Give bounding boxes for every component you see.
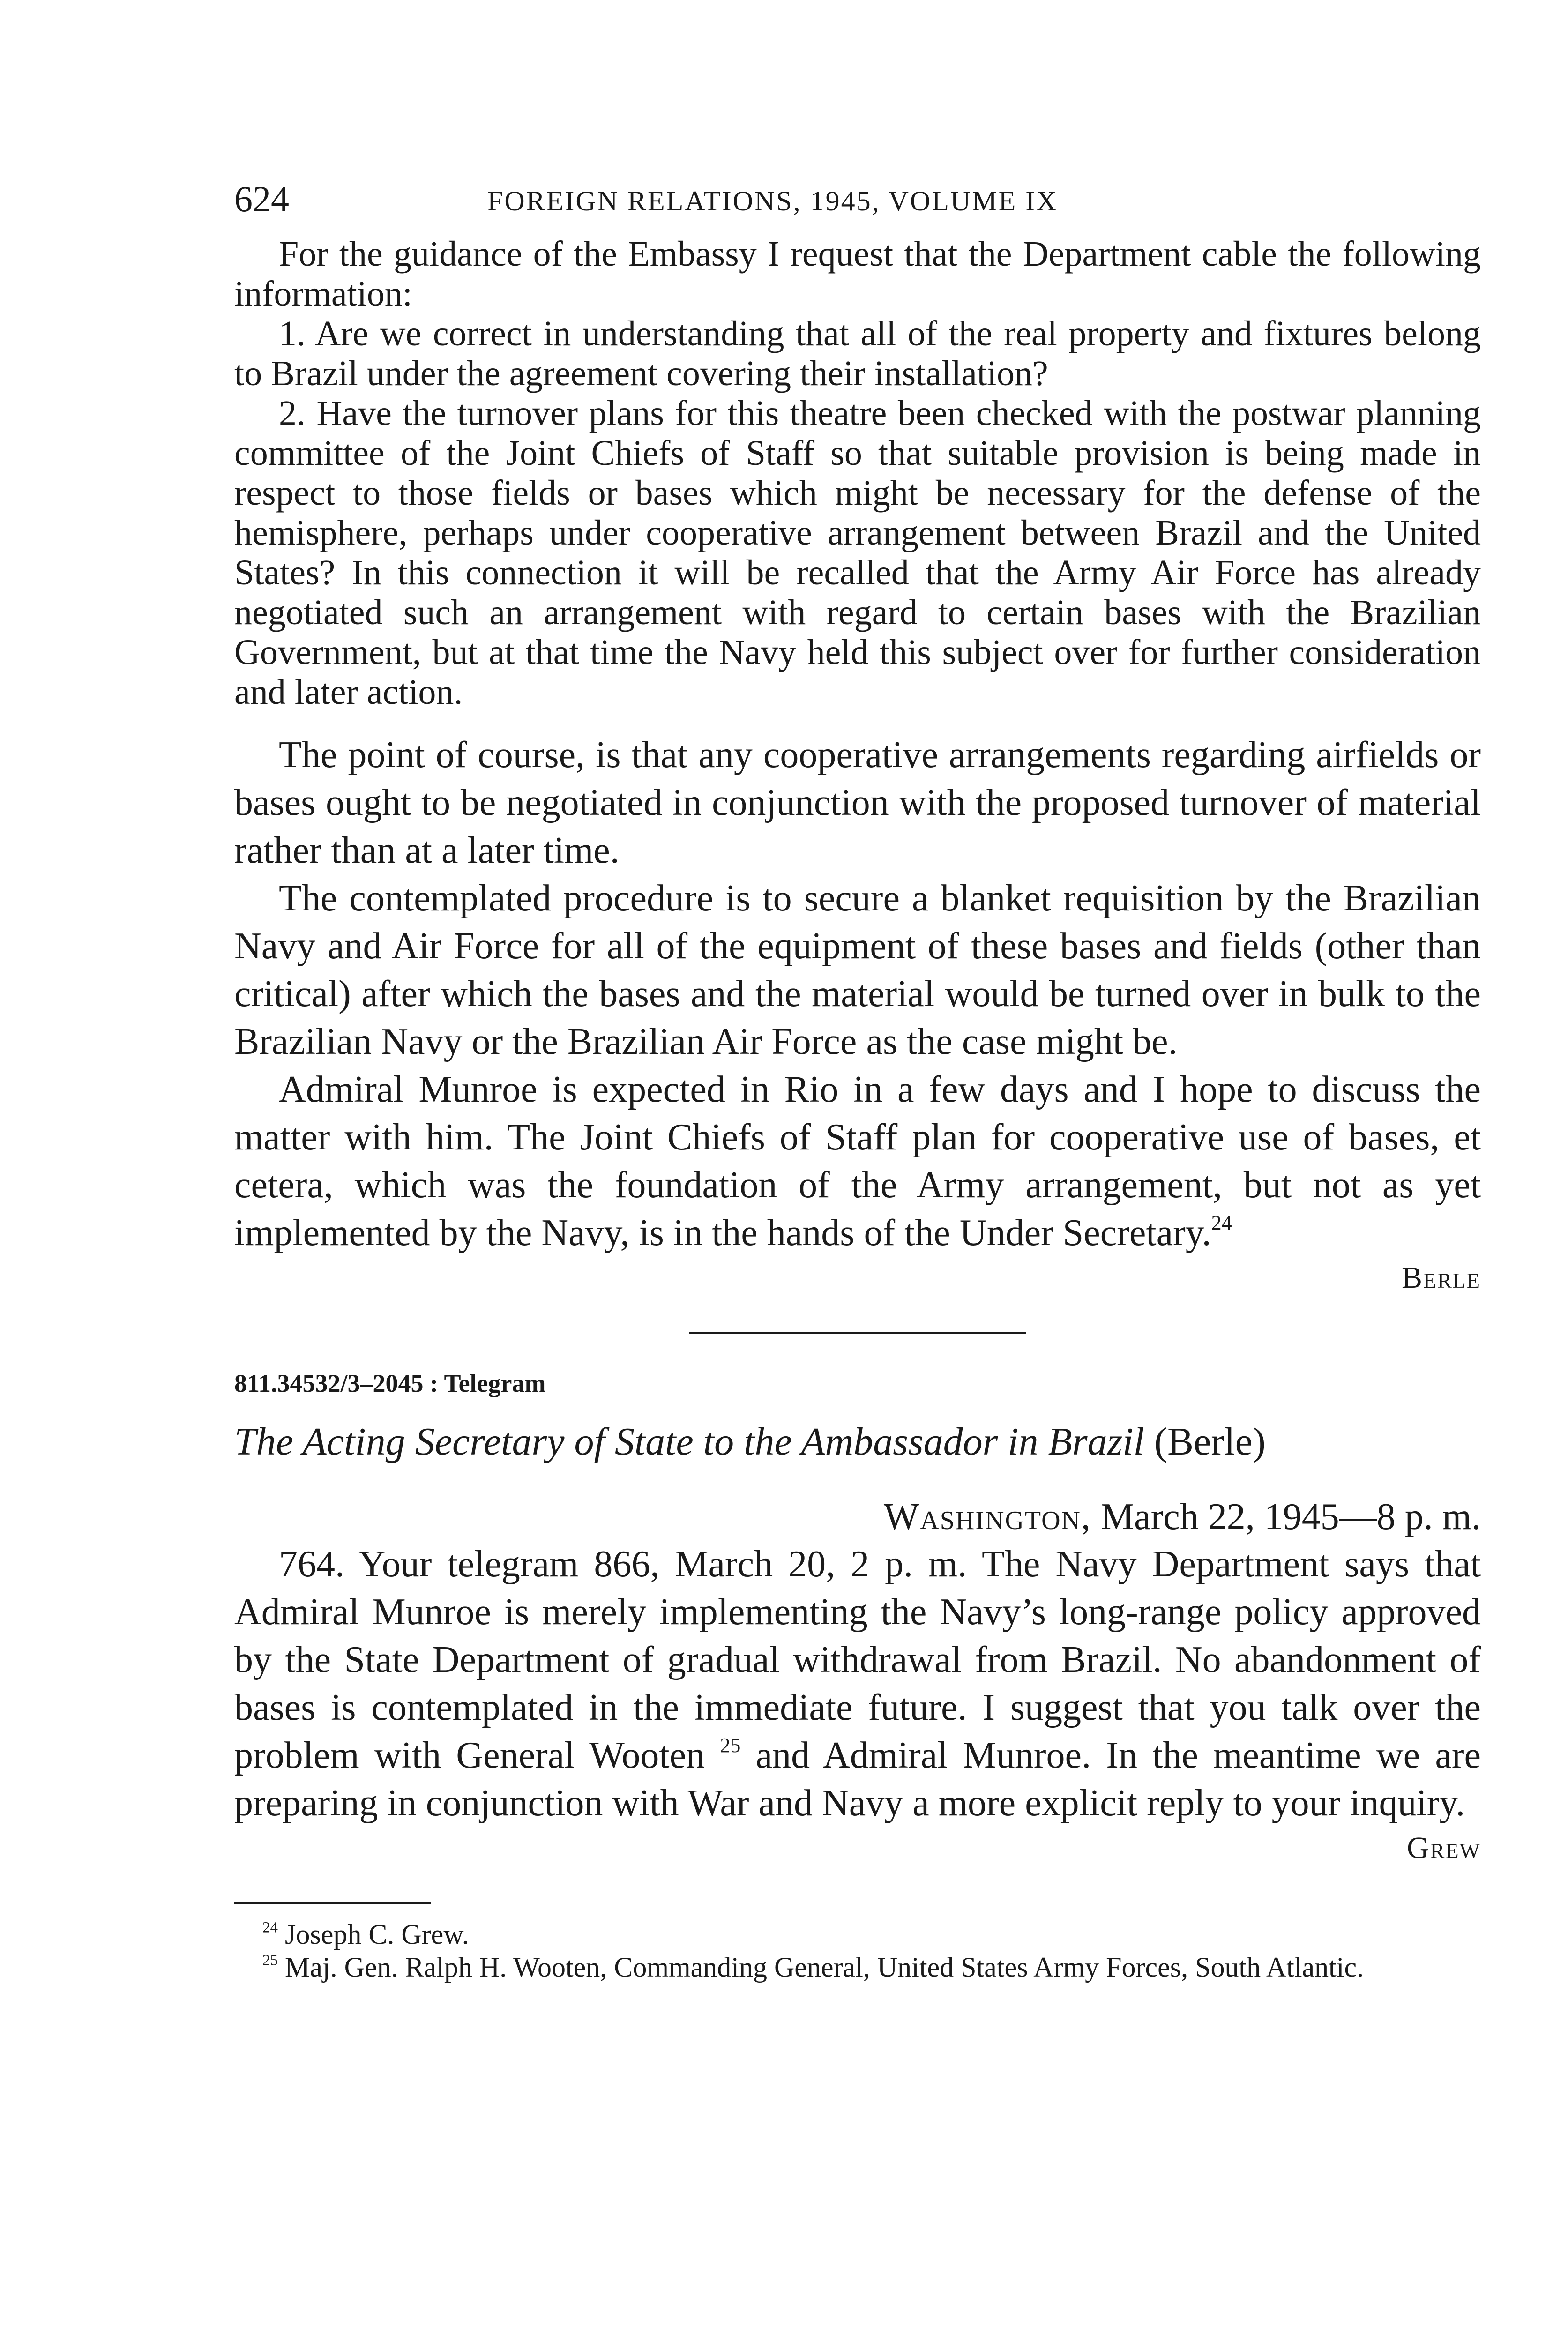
telegram-body <box>234 1540 1481 1827</box>
running-title: FOREIGN RELATIONS, 1945, VOLUME IX <box>487 186 1058 216</box>
footnote-ref: 25 <box>720 1734 741 1757</box>
document-title-recipient <box>1154 1420 1266 1463</box>
dateline-date: March 22, 1945—8 p. m. <box>1100 1496 1481 1537</box>
signature-berle: Berle <box>1402 1261 1481 1295</box>
footnote-text: Joseph C. Grew. <box>285 1919 469 1950</box>
paragraph-text: Admiral Munroe is expected in Rio in a few days and I hope to discuss the matter with him. The Joint Chiefs of Staff plan for cooperative use of bases, et cetera, which was the foundation of the Army arrangement, but not as yet implemented by the Navy, is in the hands of the Under Secretary. <box>234 1069 1481 1254</box>
footnote-text: Maj. Gen. Ralph H. Wooten, Commanding General, United States Army Forces, South Atlantic. <box>285 1952 1364 1983</box>
paragraph: The point of course, is that any cooperative arrangements regarding airfields or bases ought to be negotiated in conjunction with the proposed turnover of material rather than at a later time. <box>234 734 1481 871</box>
paragraph: The contemplated procedure is to secure a blanket requisition by the Brazilian Navy and Air Force for all of the equipment of these bases and fields (other than critical) after which the bases and the material would be turned over in bulk to the Brazilian Navy or the Brazilian Air Force as the case might be. <box>234 878 1481 1062</box>
signature-grew: Grew <box>1407 1831 1481 1865</box>
file-reference: 811.34532/3–2045 : Telegram <box>234 1369 546 1397</box>
footnote <box>234 1951 1481 1984</box>
main-text-block <box>234 731 1481 1257</box>
paragraph: 2. Have the turnover plans for this theatre been checked with the postwar planning committee of the Joint Chiefs of Staff so that suitable provision is being made in respect to those fields or bases which might be necessary for the defense of the hemisphere, perhaps under cooperative arrangement between Brazil and the United States? In this connection it will be recalled that the Army Air Force has already negotiated such an arrangement with regard to certain bases with the Brazilian Government, but at that time the Navy held this subject over for further consideration and later action. <box>234 394 1481 712</box>
footnote-divider <box>234 1902 431 1904</box>
section-divider <box>689 1332 1026 1334</box>
dateline-place: Washington, <box>883 1496 1091 1537</box>
footnote <box>234 1918 1481 1951</box>
page-number: 624 <box>234 179 289 219</box>
quoted-request-block <box>234 234 1481 712</box>
dateline <box>234 1493 1481 1540</box>
document-title <box>234 1418 1481 1465</box>
paragraph: 1. Are we correct in understanding that all of the real property and fixtures belong to Brazil under the agreement covering their installation? <box>234 314 1481 393</box>
running-header <box>234 178 1481 234</box>
document-title-text: The Acting Secretary of State to the Ambassador in Brazil <box>234 1420 1144 1463</box>
paragraph-text: and Admiral Munroe. In the meantime we are preparing in conjunction with War and Navy a more explicit reply to your inquiry. <box>234 1735 1481 1824</box>
paragraph <box>234 1540 1481 1827</box>
recipient-name: (Berle) <box>1154 1420 1266 1463</box>
paragraph: For the guidance of the Embassy I request that the Department cable the following information: <box>234 234 1481 313</box>
footnote-number: 24 <box>262 1919 278 1936</box>
footnote-number: 25 <box>262 1952 278 1969</box>
footnote-ref: 24 <box>1211 1211 1232 1234</box>
paragraph <box>234 1066 1481 1257</box>
page <box>234 178 1481 1984</box>
paragraph-text: 764. Your telegram 866, March 20, 2 p. m. The Navy Department says that Admiral Munroe is merely implementing the Navy’s long-range policy approved by the State Department of gradual withdrawal from Brazil. No abandonment of bases is contemplated in the immediate future. I suggest that you talk over the problem with General Wooten <box>234 1544 1481 1776</box>
